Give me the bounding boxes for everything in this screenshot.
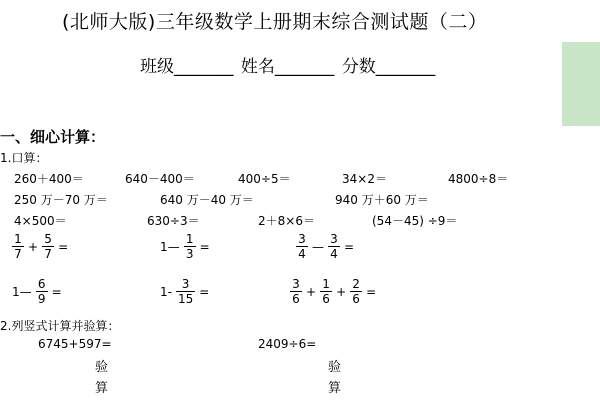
fraction: $\frac{1}{7}$ [12, 232, 24, 261]
name-field: 姓名_______ [240, 57, 335, 77]
problem: (54－45) ÷9＝ [372, 214, 458, 228]
fraction: $\frac{6}{9}$ [36, 277, 48, 306]
problem: 640 万－40 万＝ [160, 193, 254, 207]
fraction: $\frac{3}{15}$ [177, 277, 194, 306]
student-info [140, 52, 437, 77]
class-field: 班级_______ [140, 57, 234, 77]
score-field: 分数_______ [341, 57, 436, 77]
fraction: $\frac{5}{7}$ [42, 232, 54, 261]
fraction-problem: 1— $\frac{6}{9}$ = [12, 277, 62, 306]
subsection-vertical-calc: 2.列竖式计算并验算： [0, 319, 120, 333]
side-panel [562, 42, 600, 126]
check-label: 验 [95, 360, 109, 375]
check-label: 算 [95, 381, 109, 396]
problem: 250 万－70 万＝ [14, 193, 108, 207]
problem: 400÷5＝ [238, 172, 291, 186]
problem: 2＋8×6＝ [258, 214, 315, 228]
fraction-problem: $\frac{3}{4}$ — $\frac{3}{4}$ = [296, 232, 354, 261]
problem: 630÷3＝ [147, 214, 200, 228]
fraction: $\frac{1}{3}$ [184, 232, 196, 261]
page-title: (北师大版)三年级数学上册期末综合测试题（二） [62, 11, 488, 33]
fraction-problem: 1- $\frac{3}{15}$ = [160, 277, 210, 306]
check-label: 验 [328, 360, 342, 375]
problem: 640－400＝ [125, 172, 195, 186]
fraction-problem: $\frac{3}{6}$ + $\frac{1}{6}$ + $\frac{2}{6}$ = [290, 277, 376, 306]
fraction-problem: 1— $\frac{1}{3}$ = [160, 232, 210, 261]
fraction: $\frac{1}{6}$ [320, 277, 332, 306]
vertical-problem: 2409÷6= [258, 337, 317, 351]
vertical-problem: 6745+597= [38, 337, 112, 351]
problem: 4800÷8＝ [448, 172, 509, 186]
check-label: 算 [328, 381, 342, 396]
problem: 4×500＝ [14, 214, 67, 228]
fraction: $\frac{3}{4}$ [328, 232, 340, 261]
section-heading: 一、细心计算： [0, 128, 106, 146]
fraction: $\frac{2}{6}$ [350, 277, 362, 306]
problem: 940 万＋60 万＝ [335, 193, 429, 207]
subsection-mental-math: 1.口算： [0, 151, 48, 165]
problem: 260＋400＝ [14, 172, 84, 186]
problem: 34×2＝ [342, 172, 387, 186]
fraction: $\frac{3}{4}$ [296, 232, 308, 261]
fraction: $\frac{3}{6}$ [290, 277, 302, 306]
fraction-problem: $\frac{1}{7}$ + $\frac{5}{7}$ = [12, 232, 68, 261]
